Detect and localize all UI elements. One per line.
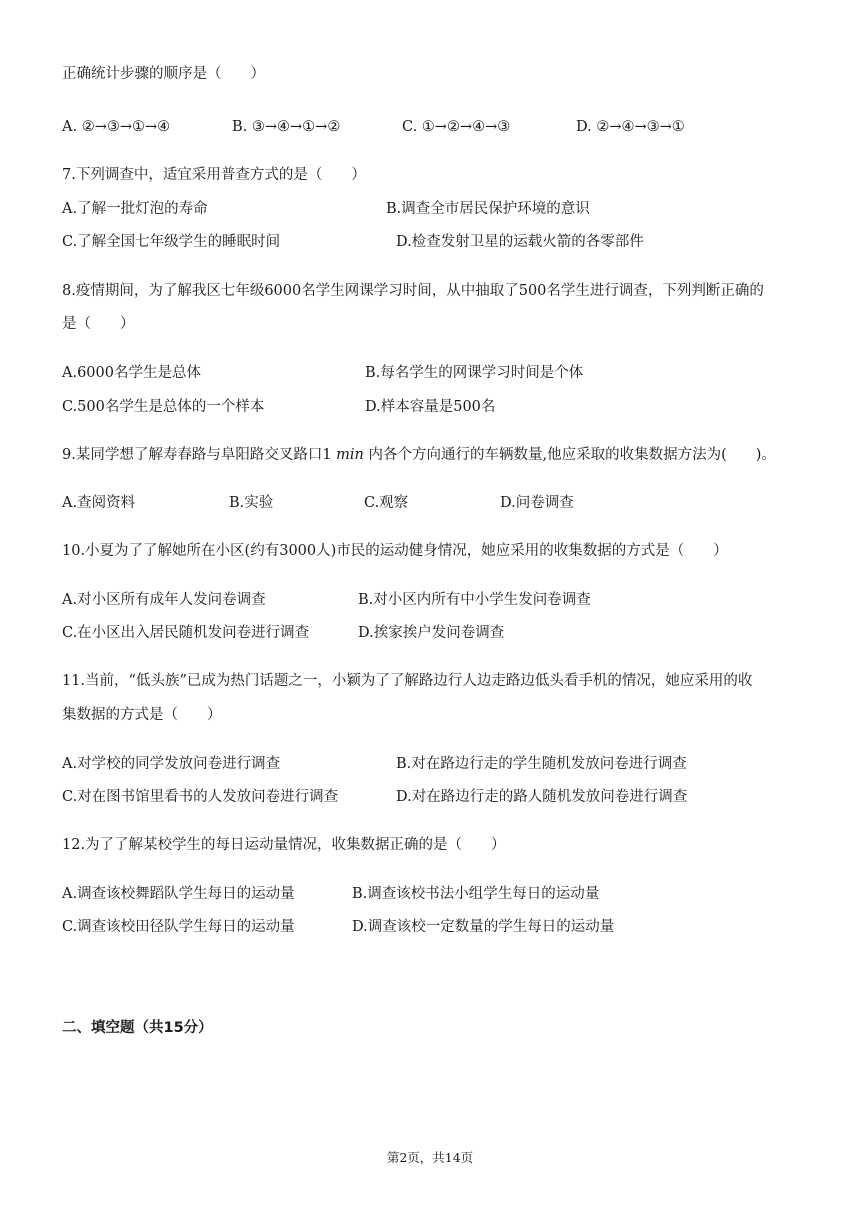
q12-stem: 12.为了了解某校学生的每日运动量情况，收集数据正确的是（ ） [62, 837, 506, 853]
q10-option-a: A.对小区所有成年人发问卷调查 [62, 592, 266, 608]
section-heading-fill-in-blank: 二、填空题（共15分） [62, 1020, 213, 1036]
q7-option-a: A.了解一批灯泡的寿命 [62, 201, 208, 217]
q9-option-a: A.查阅资料 [62, 495, 136, 511]
q11-option-d: D.对在路边行走的路人随机发放问卷进行调查 [396, 789, 688, 805]
q6-option-d: D. ②→④→③→① [576, 119, 685, 135]
q12-option-a: A.调查该校舞蹈队学生每日的运动量 [62, 886, 295, 902]
q8-option-a: A.6000名学生是总体 [62, 365, 201, 381]
q11-stem-line1: 11.当前，“低头族”已成为热门话题之一，小颖为了了解路边行人边走路边低头看手机的情况，她应采用的收 [62, 673, 753, 689]
q9-stem-part1: 9.某同学想了解寿春路与阜阳路交叉路口1 [62, 447, 332, 463]
q8-stem-line2: 是（ ） [62, 316, 135, 332]
q11-stem-line2: 集数据的方式是（ ） [62, 707, 222, 723]
q6-option-b: B. ③→④→①→② [232, 119, 341, 135]
q9-option-d: D.问卷调查 [500, 495, 574, 511]
q7-option-d: D.检查发射卫星的运载火箭的各零部件 [396, 234, 644, 250]
q9-stem-unit: min [336, 447, 364, 463]
q8-option-b: B.每名学生的网课学习时间是个体 [365, 365, 584, 381]
q7-stem: 7.下列调查中，适宜采用普查方式的是（ ） [62, 167, 366, 183]
q9-stem-part2: 内各个方向通行的车辆数量,他应采取的收集数据方法为( )。 [368, 447, 776, 463]
q10-option-d: D.挨家挨户发问卷调查 [358, 625, 505, 641]
q9-option-c: C.观察 [364, 495, 409, 511]
q12-option-b: B.调查该校书法小组学生每日的运动量 [352, 886, 600, 902]
q12-option-d: D.调查该校一定数量的学生每日的运动量 [352, 919, 615, 935]
q9-option-b: B.实验 [229, 495, 274, 511]
q10-option-c: C.在小区出入居民随机发问卷进行调查 [62, 625, 310, 641]
q6-stem-tail: 正确统计步骤的顺序是（ ） [62, 66, 265, 82]
q8-option-d: D.样本容量是500名 [365, 399, 496, 415]
q11-option-a: A.对学校的同学发放问卷进行调查 [62, 756, 281, 772]
q10-option-b: B.对小区内所有中小学生发问卷调查 [358, 592, 591, 608]
q6-option-c: C. ①→②→④→③ [402, 119, 511, 135]
q9-stem [62, 445, 776, 465]
page-footer: 第2页，共14页 [386, 1150, 474, 1165]
q7-option-c: C.了解全国七年级学生的睡眠时间 [62, 234, 281, 250]
q12-option-c: C.调查该校田径队学生每日的运动量 [62, 919, 295, 935]
q11-option-c: C.对在图书馆里看书的人发放问卷进行调查 [62, 789, 339, 805]
q6-option-a: A. ②→③→①→④ [62, 119, 171, 135]
q11-option-b: B.对在路边行走的学生随机发放问卷进行调查 [396, 756, 687, 772]
q8-stem-line1: 8.疫情期间，为了解我区七年级6000名学生网课学习时间，从中抽取了500名学生进行调查，下列判断正确的 [62, 283, 764, 299]
q7-option-b: B.调查全市居民保护环境的意识 [386, 201, 590, 217]
q8-option-c: C.500名学生是总体的一个样本 [62, 399, 265, 415]
q10-stem: 10.小夏为了了解她所在小区(约有3000人)市民的运动健身情况，她应采用的收集数据的方式是（ ） [62, 543, 728, 559]
